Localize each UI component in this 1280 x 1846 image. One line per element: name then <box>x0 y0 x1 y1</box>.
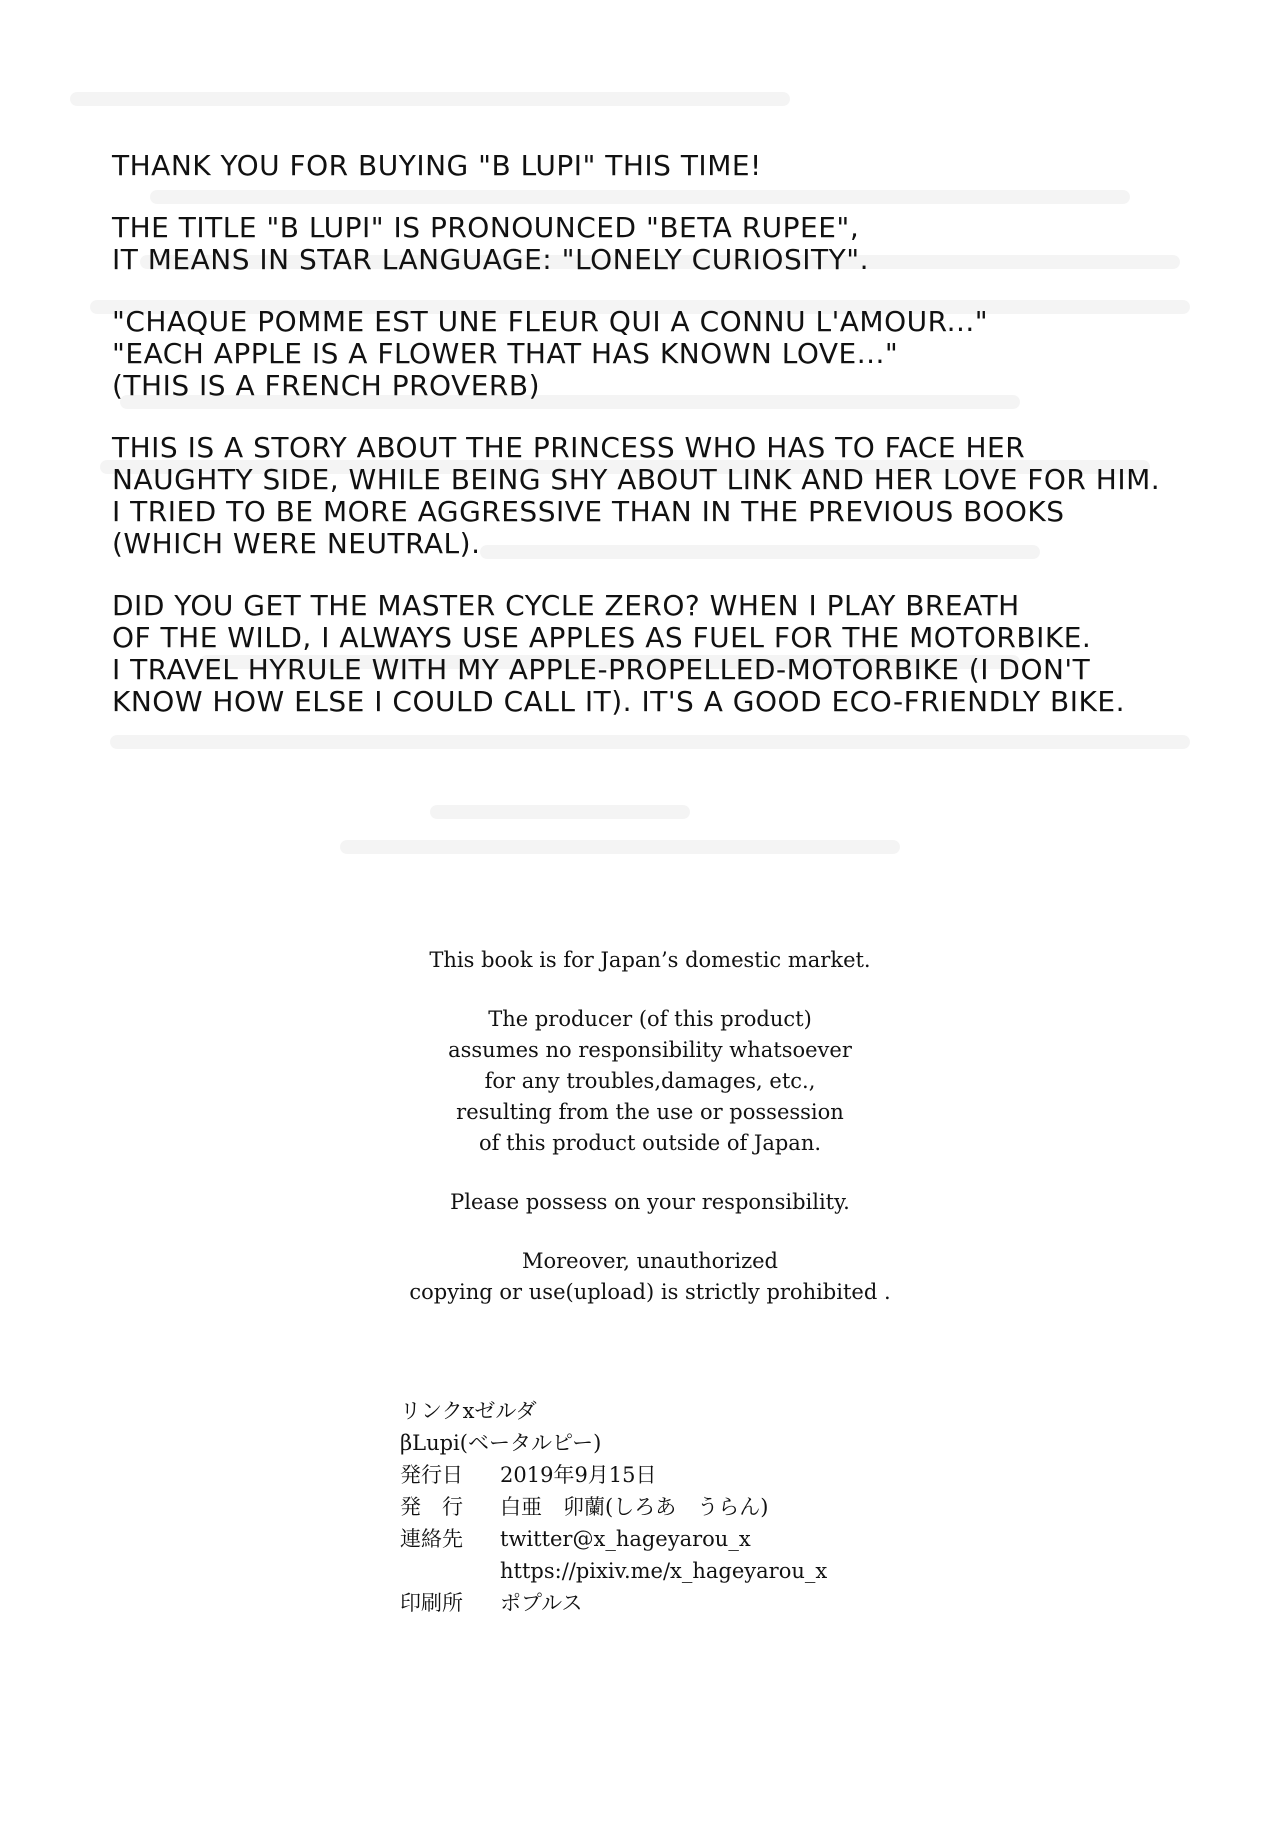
copy-paragraph <box>300 1246 1000 1308</box>
market-line: This book is for Japan’s domestic market. <box>429 948 871 972</box>
colophon <box>400 1395 1000 1619</box>
title-line: THE TITLE "Β LUPI" IS PRONOUNCED "BETA RUPEE", <box>112 211 860 244</box>
copy-line: copying or use(upload) is strictly prohibited . <box>409 1280 891 1304</box>
possess-line: Please possess on your responsibility. <box>450 1190 850 1214</box>
proverb-note: (THIS IS A FRENCH PROVERB) <box>112 369 541 402</box>
proverb-french: "CHAQUE POMME EST UNE FLEUR QUI A CONNU L'AMOUR..." <box>112 305 989 338</box>
colophon-printer-row <box>400 1587 1000 1619</box>
colophon-series: リンクxゼルダ <box>400 1399 537 1423</box>
contact-pixiv: https://pixiv.me/x_hageyarou_x <box>500 1559 828 1583</box>
thanks-paragraph <box>112 150 1222 182</box>
colophon-date-row <box>400 1459 1000 1491</box>
responsibility-line: The producer (of this product) <box>488 1007 812 1031</box>
printer-value: ポプルス <box>500 1591 583 1615</box>
colophon-contact-row <box>400 1523 1000 1555</box>
title-paragraph <box>112 212 1222 276</box>
proverb-paragraph <box>112 306 1222 402</box>
responsibility-paragraph <box>300 1004 1000 1159</box>
printer-label: 印刷所 <box>400 1591 463 1615</box>
title-line: IT MEANS IN STAR LANGUAGE: "LONELY CURIOSITY". <box>112 243 869 276</box>
possess-paragraph <box>300 1187 1000 1218</box>
story-line: NAUGHTY SIDE, WHILE BEING SHY ABOUT LINK AND HER LOVE FOR HIM. <box>112 463 1161 496</box>
copy-line: Moreover, unauthorized <box>521 1249 779 1273</box>
publisher-label: 発 行 <box>400 1495 463 1519</box>
thanks-line: THANK YOU FOR BUYING "Β LUPI" THIS TIME! <box>112 149 762 182</box>
responsibility-line: assumes no responsibility whatsoever <box>448 1038 852 1062</box>
contact-label: 連絡先 <box>400 1527 463 1551</box>
contact-twitter: twitter@x_hageyarou_x <box>500 1527 751 1551</box>
bike-line: OF THE WILD, I ALWAYS USE APPLES AS FUEL FOR THE MOTORBIKE. <box>112 621 1092 654</box>
story-line: THIS IS A STORY ABOUT THE PRINCESS WHO HAS TO FACE HER <box>112 431 1026 464</box>
date-value: 2019年9月15日 <box>500 1463 657 1487</box>
colophon-contact-row-2 <box>400 1555 1000 1587</box>
legal-disclaimer <box>300 945 1000 1336</box>
bike-line: KNOW HOW ELSE I COULD CALL IT). IT'S A GOOD ECO-FRIENDLY BIKE. <box>112 685 1125 718</box>
bike-line: DID YOU GET THE MASTER CYCLE ZERO? WHEN I PLAY BREATH <box>112 589 1020 622</box>
responsibility-line: for any troubles,damages, etc., <box>484 1069 816 1093</box>
bike-paragraph <box>112 590 1222 718</box>
contact-label-spacer <box>400 1555 500 1587</box>
author-notes <box>112 150 1222 748</box>
colophon-publisher-row <box>400 1491 1000 1523</box>
story-line: I TRIED TO BE MORE AGGRESSIVE THAN IN THE PREVIOUS BOOKS <box>112 495 1065 528</box>
responsibility-line: of this product outside of Japan. <box>478 1131 822 1155</box>
colophon-title: βLupi(ベータルピー) <box>400 1431 602 1455</box>
publisher-value: 白亜 卯蘭(しろあ うらん) <box>500 1495 769 1519</box>
bike-line: I TRAVEL HYRULE WITH MY APPLE-PROPELLED-MOTORBIKE (I DON'T <box>112 653 1091 686</box>
proverb-english: "EACH APPLE IS A FLOWER THAT HAS KNOWN LOVE..." <box>112 337 899 370</box>
market-paragraph <box>300 945 1000 976</box>
story-paragraph <box>112 432 1222 560</box>
date-label: 発行日 <box>400 1463 463 1487</box>
story-line: (WHICH WERE NEUTRAL). <box>112 527 481 560</box>
responsibility-line: resulting from the use or possession <box>456 1100 844 1124</box>
